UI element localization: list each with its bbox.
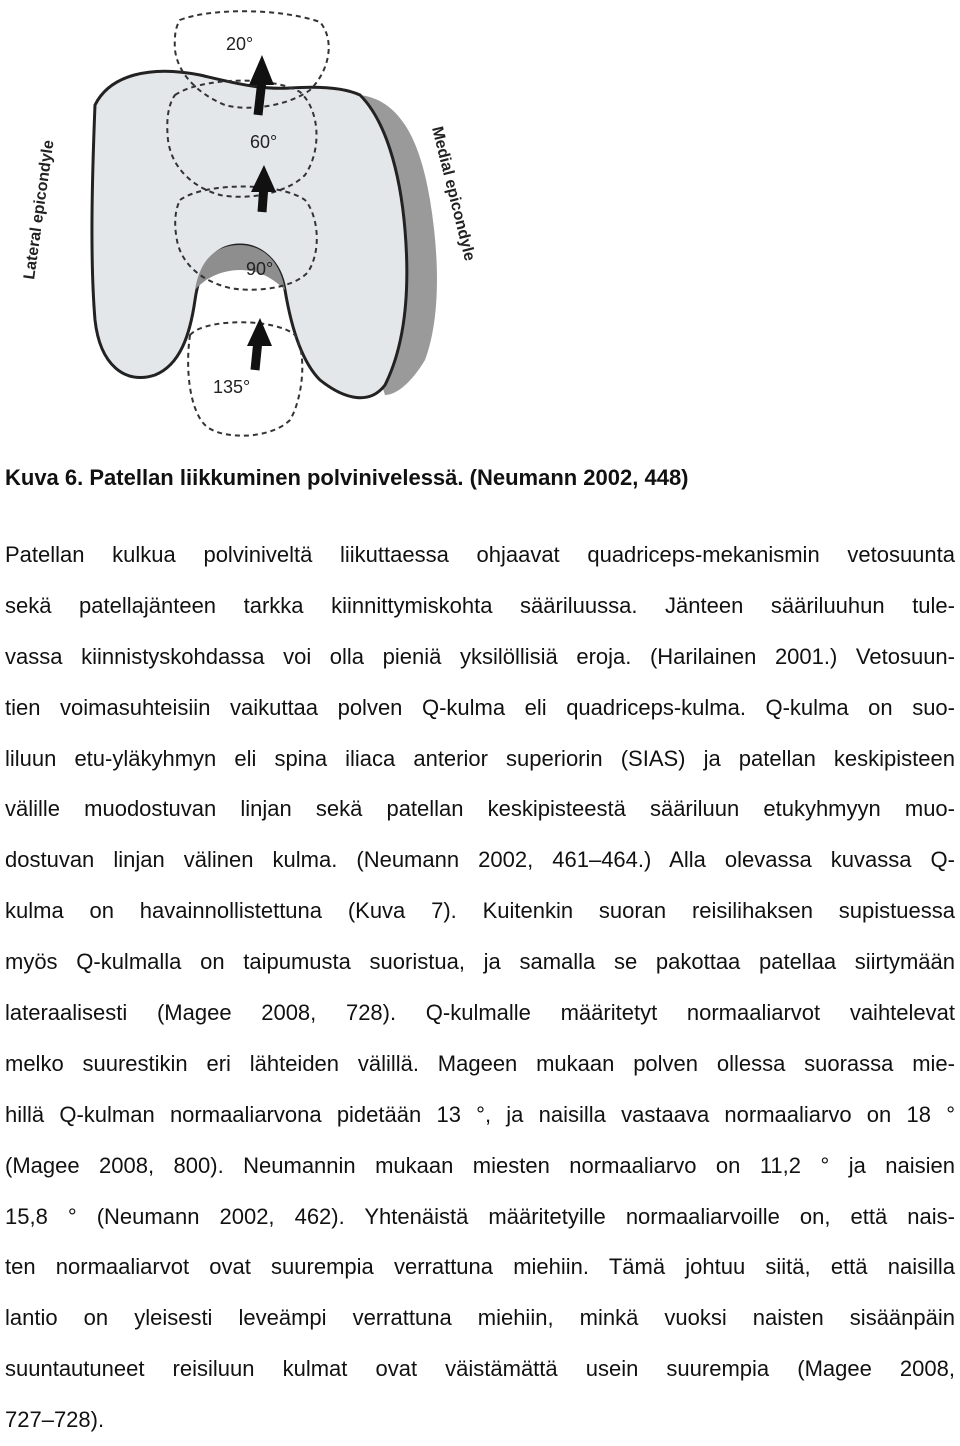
medial-epicondyle-label: Medial epicondyle xyxy=(428,124,478,263)
text-line: hillä Q-kulman normaaliarvona pidetään 13 °, ja naisilla vastaava normaaliarvo on 18 ° xyxy=(5,1101,955,1127)
text-line: Patellan kulkua polviniveltä liikuttaessa ohjaavat quadriceps-mekanismin vetosuunta xyxy=(5,542,955,567)
text-line: (Magee 2008, 800). Neumannin mukaan miesten normaaliarvo on 11,2 ° ja naisien xyxy=(5,1152,955,1178)
femur-outline xyxy=(92,71,407,397)
text-line: lateraalisesti (Magee 2008, 728). Q-kulmalle määritetyt normaaliarvot vaihtelevat xyxy=(5,1000,955,1026)
angle-label-20: 20° xyxy=(226,34,254,54)
angle-label-60: 60° xyxy=(250,132,278,152)
angle-label-135: 135° xyxy=(213,377,251,397)
text-line: tien voimasuhteisiin vaikuttaa polven Q-kulma eli quadriceps-kulma. Q-kulma on suo- xyxy=(5,694,955,720)
text-line: suuntautuneet reisiluun kulmat ovat väistämättä usein suurempia (Magee 2008, xyxy=(5,1356,955,1382)
text-line: ten normaaliarvot ovat suurempia verrattuna miehiin. Tämä johtuu siitä, että naisilla xyxy=(5,1254,955,1280)
text-line: välille muodostuvan linjan sekä patellan keskipisteestä sääriluun etukyhmyyn muo- xyxy=(5,796,955,822)
text-line: lantio on yleisesti leveämpi verrattuna miehiin, minkä vuoksi naisten sisäänpäin xyxy=(5,1305,955,1331)
text-line: melko suurestikin eri lähteiden välillä. Mageen mukaan polven ollessa suorassa mie- xyxy=(5,1050,955,1076)
lateral-epicondyle-label: Lateral epicondyle xyxy=(21,139,58,281)
angle-label-90: 90° xyxy=(246,259,274,279)
text-line: kulma on havainnollistettuna (Kuva 7). Kuitenkin suoran reisilihaksen supistuessa xyxy=(5,898,955,924)
figure-caption: Kuva 6. Patellan liikkuminen polvinivelessä. (Neumann 2002, 448) xyxy=(5,465,689,490)
body-paragraph xyxy=(5,530,955,1446)
arrow-90 xyxy=(247,318,272,370)
text-line: dostuvan linjan välinen kulma. (Neumann 2002, 461–464.) Alla olevassa kuvassa Q- xyxy=(5,847,955,873)
text-line: 15,8 ° (Neumann 2002, 462). Yhtenäistä määritetyille normaaliarvoille on, että nais- xyxy=(5,1203,955,1229)
text-line: vassa kiinnistyskohdassa voi olla pieniä yksilöllisiä eroja. (Harilainen 2001.) Vetosuun- xyxy=(5,643,955,669)
text-line: myös Q-kulmalla on taipumusta suoristua, ja samalla se pakottaa patellaa siirtymään xyxy=(5,949,955,975)
text-line: sekä patellajänteen tarkka kiinnittymiskohta sääriluussa. Jänteen sääriluuhun tule- xyxy=(5,592,955,618)
text-line: 727–728). xyxy=(5,1407,105,1433)
knee-patella-figure xyxy=(0,0,960,450)
text-line: liluun etu-yläkyhmyn eli spina iliaca anterior superiorin (SIAS) ja patellan keskipisteen xyxy=(5,745,955,771)
femur-illustration xyxy=(0,0,960,450)
